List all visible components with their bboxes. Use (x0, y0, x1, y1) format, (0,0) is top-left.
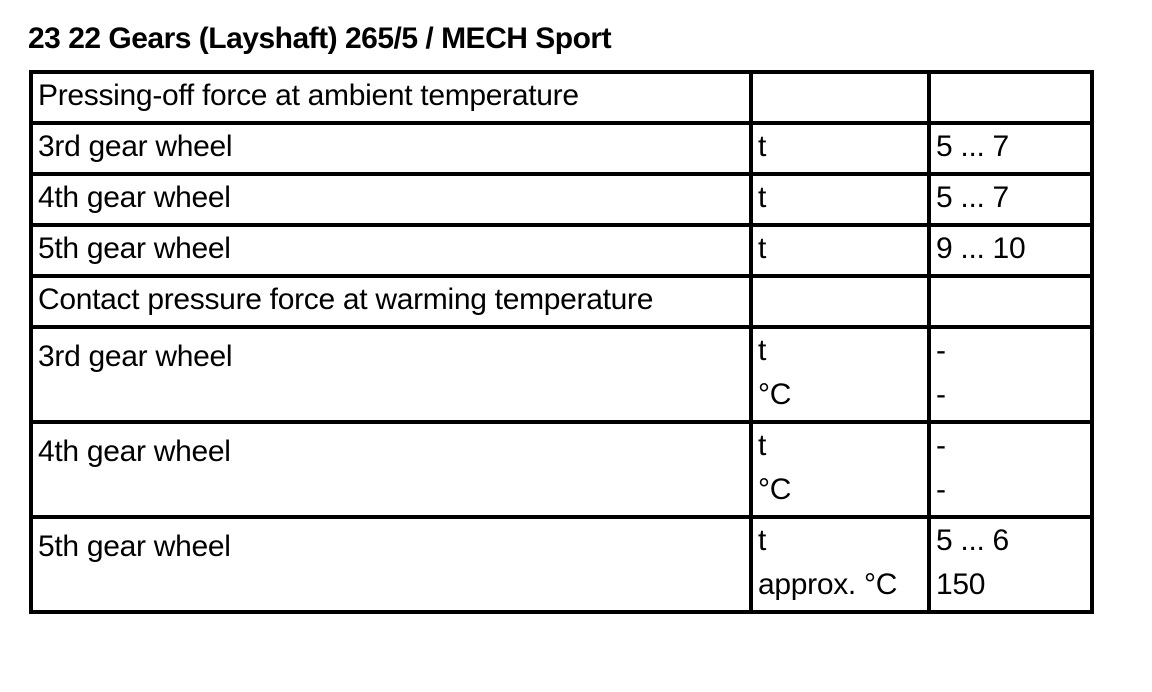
unit-cell (751, 276, 929, 327)
label-cell: 5th gear wheel (31, 225, 751, 276)
label-cell: 5th gear wheel (31, 517, 751, 612)
unit-cell: t (751, 174, 929, 225)
section-heading-cell: Pressing-off force at ambient temperature (31, 72, 751, 123)
label-cell: 3rd gear wheel (31, 123, 751, 174)
table-row (31, 225, 1092, 276)
value-line: 150 (936, 568, 986, 601)
specification-table (29, 70, 1094, 614)
value-cell (929, 72, 1092, 123)
value-cell: 9 ... 10 (929, 225, 1092, 276)
value-line: - (936, 378, 946, 411)
unit-cell (751, 517, 929, 612)
unit-line: approx. °C (758, 568, 898, 601)
value-line: - (936, 473, 946, 506)
unit-cell (751, 422, 929, 517)
label-cell: 3rd gear wheel (31, 327, 751, 422)
table-row (31, 123, 1092, 174)
value-line: - (936, 334, 946, 367)
unit-line: t (758, 429, 767, 462)
table-row (31, 422, 1092, 517)
unit-cell (751, 327, 929, 422)
unit-cell (751, 72, 929, 123)
value-cell: 5 ... 7 (929, 174, 1092, 225)
table-row (31, 276, 1092, 327)
table-row (31, 517, 1092, 612)
document-title: 23 22 Gears (Layshaft) 265/5 / MECH Sport (28, 22, 612, 55)
value-cell (929, 276, 1092, 327)
value-cell: 5 ... 7 (929, 123, 1092, 174)
value-cell (929, 422, 1092, 517)
unit-cell: t (751, 225, 929, 276)
value-line: - (936, 429, 946, 462)
section-heading-cell: Contact pressure force at warming temperature (31, 276, 751, 327)
table-row (31, 174, 1092, 225)
value-cell (929, 327, 1092, 422)
label-cell: 4th gear wheel (31, 422, 751, 517)
unit-line: °C (758, 473, 792, 506)
value-cell (929, 517, 1092, 612)
unit-cell: t (751, 123, 929, 174)
table-row (31, 72, 1092, 123)
unit-line: t (758, 524, 767, 557)
table-row (31, 327, 1092, 422)
value-line: 5 ... 6 (936, 524, 1009, 557)
unit-line: °C (758, 378, 792, 411)
unit-line: t (758, 334, 767, 367)
label-cell: 4th gear wheel (31, 174, 751, 225)
